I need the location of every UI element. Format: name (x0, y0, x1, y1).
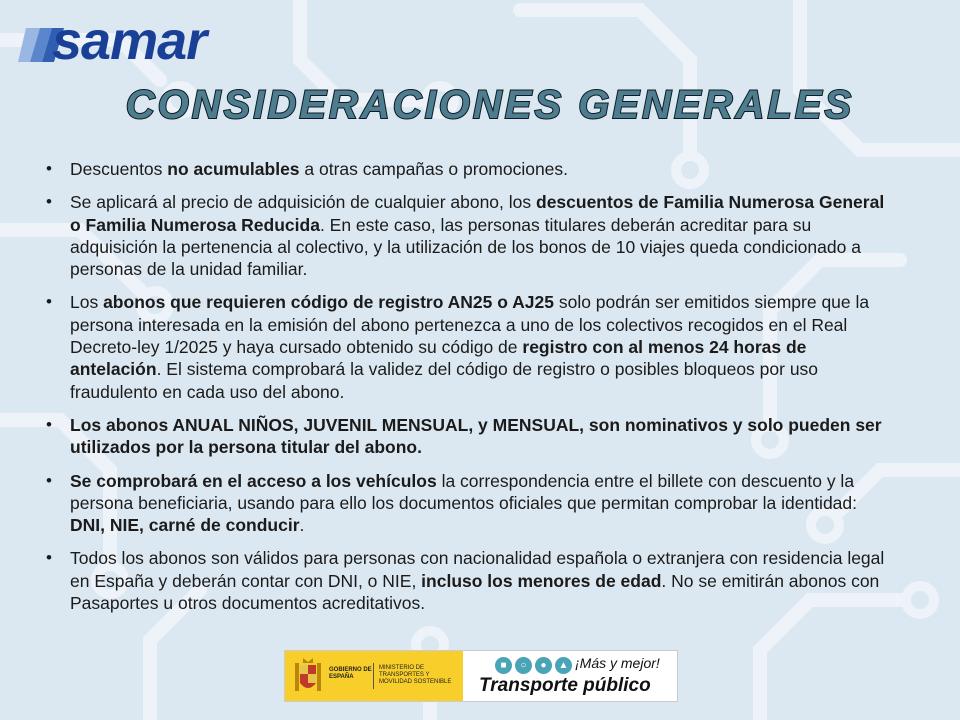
bullet-text: . (299, 515, 305, 536)
train-icon: ▲ (555, 657, 572, 674)
gobierno-text: GOBIERNO DE ESPAÑA (329, 667, 372, 680)
bullet-item (42, 547, 892, 614)
footer-logos (284, 650, 678, 702)
bullet-text: Todos los abonos son válidos para personas con nacionalidad española o extranjera con residencia legal en España y deberán contar con DNI, o NIE, (70, 548, 885, 591)
bullet-item (42, 158, 892, 180)
gobierno-logo (285, 651, 463, 701)
bullet-list-container (42, 158, 892, 625)
transport-icons (495, 655, 575, 673)
bus-icon: ■ (495, 657, 512, 674)
bullet-text: . El sistema comprobará la validez del código de registro o posibles bloqueos por uso fraudulento en cada uso del abono. (70, 359, 819, 402)
bullet-item (42, 414, 892, 459)
bullet-text: solo podrán ser emitidos siempre que la persona interesada en la emisión del abono pertenezca a uno de los colectivos recogidos en el Real Decreto-ley 1/2025 y haya cursado obtenido su código de (70, 292, 870, 358)
coat-of-arms-icon (293, 657, 323, 695)
bullet-text: la correspondencia entre el billete con descuento y la persona beneficiaria, usando para ello los documentos oficiales que permitan comprobar la identidad: (70, 470, 858, 513)
bullet-text: a otras campañas o promociones. (299, 159, 569, 179)
bullet-item (42, 470, 892, 537)
slogan-text: ¡Más y mejor! (575, 655, 660, 671)
bullet-bold-text: descuentos de Familia Numerosa General o Familia Numerosa Reducida (70, 192, 885, 235)
bullet-bold-text: Los abonos ANUAL NIÑOS, JUVENIL MENSUAL, y MENSUAL, son nominativos y solo pueden ser utilizados por la persona titular del abono. (70, 414, 882, 458)
bicycle-icon: ○ (515, 657, 532, 674)
bullet-item (42, 291, 892, 402)
bullet-text: . No se emitirán abonos con Pasaportes u otros documentos acreditativos. (70, 570, 880, 614)
page-title-text: CONSIDERACIONES GENERALES (125, 83, 855, 127)
bullet-bold-text: registro con al menos 24 horas de antelación (70, 337, 807, 380)
bullet-bold-text: incluso los menores de edad (421, 570, 662, 591)
bullet-bold-text: DNI, NIE, carné de conducir (70, 515, 300, 536)
ministerio-text: MINISTERIO DE TRANSPORTES Y MOVILIDAD SOSTENIBLE (379, 665, 452, 685)
samar-logo (18, 11, 268, 71)
transporte-publico-logo (467, 651, 677, 701)
brand-name: samar (52, 11, 207, 71)
bullet-bold-text: Se comprobará en el acceso a los vehículos (70, 470, 437, 491)
bullet-bold-text: abonos que requieren código de registro AN25 o AJ25 (103, 292, 554, 313)
bullet-text: Se aplicará al precio de adquisición de cualquier abono, los (70, 192, 536, 213)
transporte-publico-text: Transporte público (479, 675, 651, 696)
scooter-icon: ● (535, 657, 552, 674)
page-title (80, 74, 900, 130)
bullet-text: Descuentos (70, 159, 168, 179)
bullet-text: . En este caso, las personas titulares deberán acreditar para su adquisición la pertenencia al colectivo, y la utilización de los bonos de 10 viajes queda condicionado a personas de la unidad familiar. (70, 214, 861, 280)
bullet-text: Los (70, 292, 104, 313)
gov-divider (373, 663, 374, 689)
bullet-list (42, 158, 892, 614)
bullet-bold-text: no acumulables (167, 159, 300, 179)
bullet-item (42, 191, 892, 280)
